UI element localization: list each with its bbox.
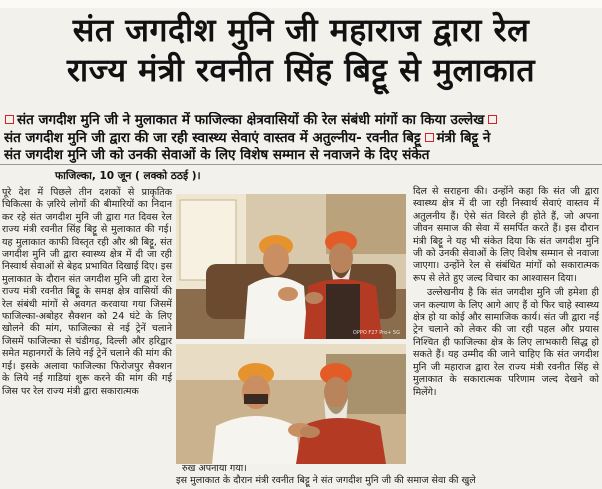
red-square-bullet-icon xyxy=(5,115,14,124)
meeting-photo-2-drawing xyxy=(176,344,406,464)
deck-text-2b: मंत्री बिट्टू ने xyxy=(436,129,491,146)
red-square-bullet-icon xyxy=(488,115,497,124)
dateline: फाजिल्का, 10 जून ( लक्को ठठई )। xyxy=(55,170,201,182)
column-continuation-line-2: इस मुलाकात के दौरान मंत्री रवनीत बिट्टू ने संत जगदीश मुनि जी की समाज सेवा की खुले xyxy=(176,475,476,486)
red-square-bullet-icon xyxy=(425,133,434,142)
photo-watermark: OPPO F27 Pro+ 5G xyxy=(352,330,400,336)
deck-text-1: संत जगदीश मुनि जी ने मुलाकात में फाजिल्का क्षेत्रवासियों की रेल संबंधी मांगों का किया उल्लेख xyxy=(17,112,485,128)
article-paragraph: उल्लेखनीय है कि संत जगदीश मुनि जी हमेशा ही जन कल्याण के लिए आगे आए हैं वो फिर चाहे स्वास्थ्य क्षेत्र हो या कोई और सामाजिक कार्य। संत जी द्वारा नई ट्रेन चलाने को लेकर की जा रही पहल और प्रयास निश्चित ही फाजिल्का क्षेत्र के लिए लाभकारी सिद्ध हो सकते हैं। यह उम्मीद की जाने चाहिए कि संत जगदीश मुनि जी महाराज द्वारा रेल राज्य मंत्री रवनीत सिंह से मुलाकात के सकारात्मक परिणाम जल्द देखने को मिलेंगे। xyxy=(413,287,599,398)
article-paragraph: पूरे देश में पिछले तीन दशकों से प्राकृतिक चिकित्सा के ज़रिये लोगों की बीमारियों का निदान कर रहे संत जगदीश मुनि जी द्वारा गत दिवस रेल राज्य मंत्री रवनीत सिंह बिट्टू से मुलाकात की गई। यह मुलाकात काफी विस्तृत रही और श्री बिट्टू, संत जगदीश मुनि जी द्वारा स्वास्थ्य क्षेत्र में दी जा रही निस्वार्थ सेवाओं से बेहद प्रभावित दिखाई दिए। इस मुलाकात के दौरान संत जगदीश मुनि जी द्वारा रेल राज्य मंत्री रवनीत बिट्टू के समक्ष क्षेत्र वासियों की रेल संबंधी मांगों से अवगत करवाया गया जिसमें फाजिल्का-अबोहर सैक्शन को 24 घंटे के लिए खोलने की मांग, फाजिल्का से नई ट्रेनें चलाने जिसमें फाजिल्का से चंडीगढ़, दिल्ली और हरिद्वार समेत महानगरों के लिये नई ट्रेनें चलाने की मांग की गई। इसके अलावा फाजिल्का फिरोजपुर सैक्शन के लिये नई गाडियां शुरू करने की मांग की गई जिस पर रेल राज्य मंत्री द्वारा सकारात्मक xyxy=(2,187,172,397)
headline-line-1: संत जगदीश मुनि जी महाराज द्वारा रेल xyxy=(72,11,530,49)
deck-text-2a: संत जगदीश मुनि जी द्वारा की जा रही स्वास्थ्य सेवाएं वास्तव में अतुल्नीय- रवनीत बिट्टू xyxy=(4,129,421,146)
meeting-photo-1 xyxy=(176,194,406,339)
column-continuation-line: रुख अपनाया गया। xyxy=(182,463,247,474)
divider xyxy=(0,164,602,165)
meeting-photo-1-drawing xyxy=(176,194,406,339)
subheadline-deck xyxy=(4,112,600,165)
article-column-left xyxy=(2,187,172,400)
deck-line-3 xyxy=(4,147,600,165)
deck-line-2 xyxy=(4,130,600,148)
headline xyxy=(0,10,602,90)
deck-line-1 xyxy=(4,112,600,130)
top-cropped-strip xyxy=(0,0,602,8)
headline-line-2: राज्य मंत्री रवनीत सिंह बिट्टू से मुलाकात xyxy=(66,51,536,89)
article-paragraph: दिल से सराहना की। उन्होंने कहा कि संत जी द्वारा स्वास्थ्य क्षेत्र में दी जा रही निस्वार्थ सेवाएं वास्तव में अतुलनीय हैं। ऐसे संत विरले ही होते हैं, जो अपना जीवन समाज की सेवा में समर्पित करते हैं। इस दौरान मंत्री बिट्टू ने यह भी संकेत दिया कि संत जगदीश मुनि जी को उनकी सेवाओं के लिए विशेष सम्मान से नवाजा जाएगा। उन्होंने रेल से संबंधित मांगों को सकारात्मक रूप से लेते हुए जल्द विचार का आश्वासन दिया। xyxy=(413,186,599,284)
deck-text-3: संत जगदीश मुनि जी को उनकी सेवाओं के लिए विशेष सम्मान से नवाजने के दिए संकेत xyxy=(4,147,430,163)
article-column-right xyxy=(413,186,599,401)
meeting-photo-2 xyxy=(176,344,406,464)
